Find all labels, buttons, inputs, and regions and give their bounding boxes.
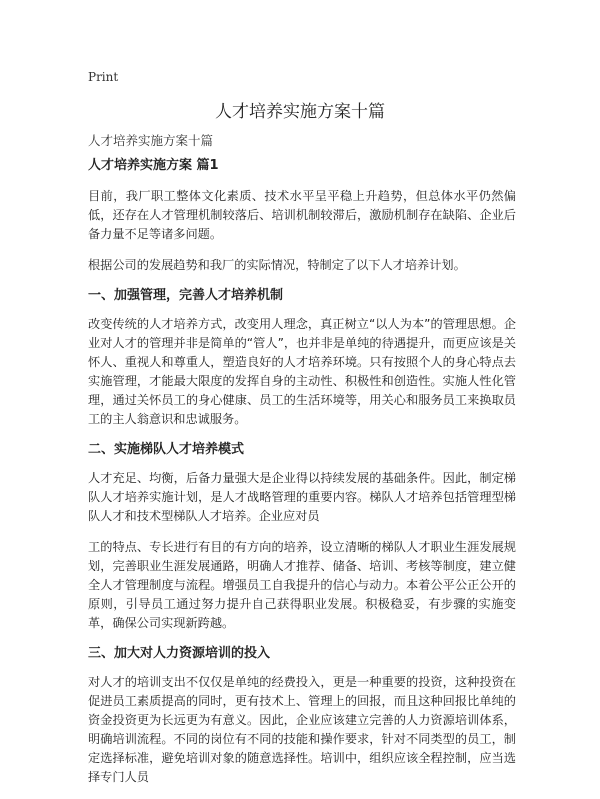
section-2-paragraph-1: 人才充足、均衡，后备力量强大是企业得以持续发展的基础条件。因此，制定梯队人才培养实施计划，是人才战略管理的重要内容。梯队人才培养包括管理型梯队人才和技术型梯队人才培养。企业应对员 (88, 471, 516, 523)
section-heading-3: 三、加大对人力资源培训的投入 (88, 646, 271, 661)
page-title: 人才培养实施方案十篇 (215, 102, 385, 122)
section-2-paragraph-2: 工的特点、专长进行有目的有方向的培养，设立清晰的梯队人才职业生涯发展规划，完善职业生涯发展通路，明确人才推荐、储备、培训、考核等制度，建立健全人才管理制度与流程。增强员工自我提升的信心与动力。本着公平公正公开的原则，引导员工通过努力提升自己获得职业发展。积极稳妥，有步骤的实施变革，确保公司实现新跨越。 (88, 540, 516, 630)
section-3-paragraph-1: 对人才的培训支出不仅仅是单纯的经费投入，更是一种重要的投资，这种投资在促进员工素质提高的同时，更有技术上、管理上的回报，而且这种回报比单纯的资金投资更为长远更为有意义。因此，企业应该建立完善的人力资源培训体系，明确培训流程。不同的岗位有不同的技能和操作要求，针对不同类型的员工，制定选择标准，避免培训对象的随意选择性。培训中，组织应该全程控制，应当选择专门人员 (88, 675, 516, 784)
section-heading-1: 一、加强管理，完善人才培养机制 (88, 288, 284, 303)
document-subtitle: 人才培养实施方案十篇 (88, 133, 214, 148)
section-heading-2: 二、实施梯队人才培养模式 (88, 442, 245, 457)
section-heading: 人才培养实施方案 篇1 (88, 158, 219, 173)
print-link[interactable]: Print (88, 70, 119, 84)
intro-paragraph-1: 目前，我厂职工整体文化素质、技术水平呈平稳上升趋势，但总体水平仍然偏低，还存在人才管理机制较落后、培训机制较滞后，激励机制存在缺陷、企业后备力量不足等诸多问题。 (88, 189, 516, 241)
section-1-paragraph-1: 改变传统的人才培养方式，改变用人理念，真正树立“以人为本”的管理思想。企业对人才的管理并非是简单的“管人”，也并非是单纯的待遇提升，而更应该是关怀人、重视人和尊重人，塑造良好的人才培养环境。只有按照个人的身心特点去实施管理，才能最大限度的发挥自身的主动性、积极性和创造性。实施人性化管理，通过关怀员工的身心健康、员工的生活环境等，用关心和服务员工来换取员工的主人翁意识和忠诚服务。 (88, 317, 516, 426)
intro-paragraph-2: 根据公司的发展趋势和我厂的实际情况，特制定了以下人才培养计划。 (88, 258, 466, 272)
article-body (88, 157, 516, 799)
